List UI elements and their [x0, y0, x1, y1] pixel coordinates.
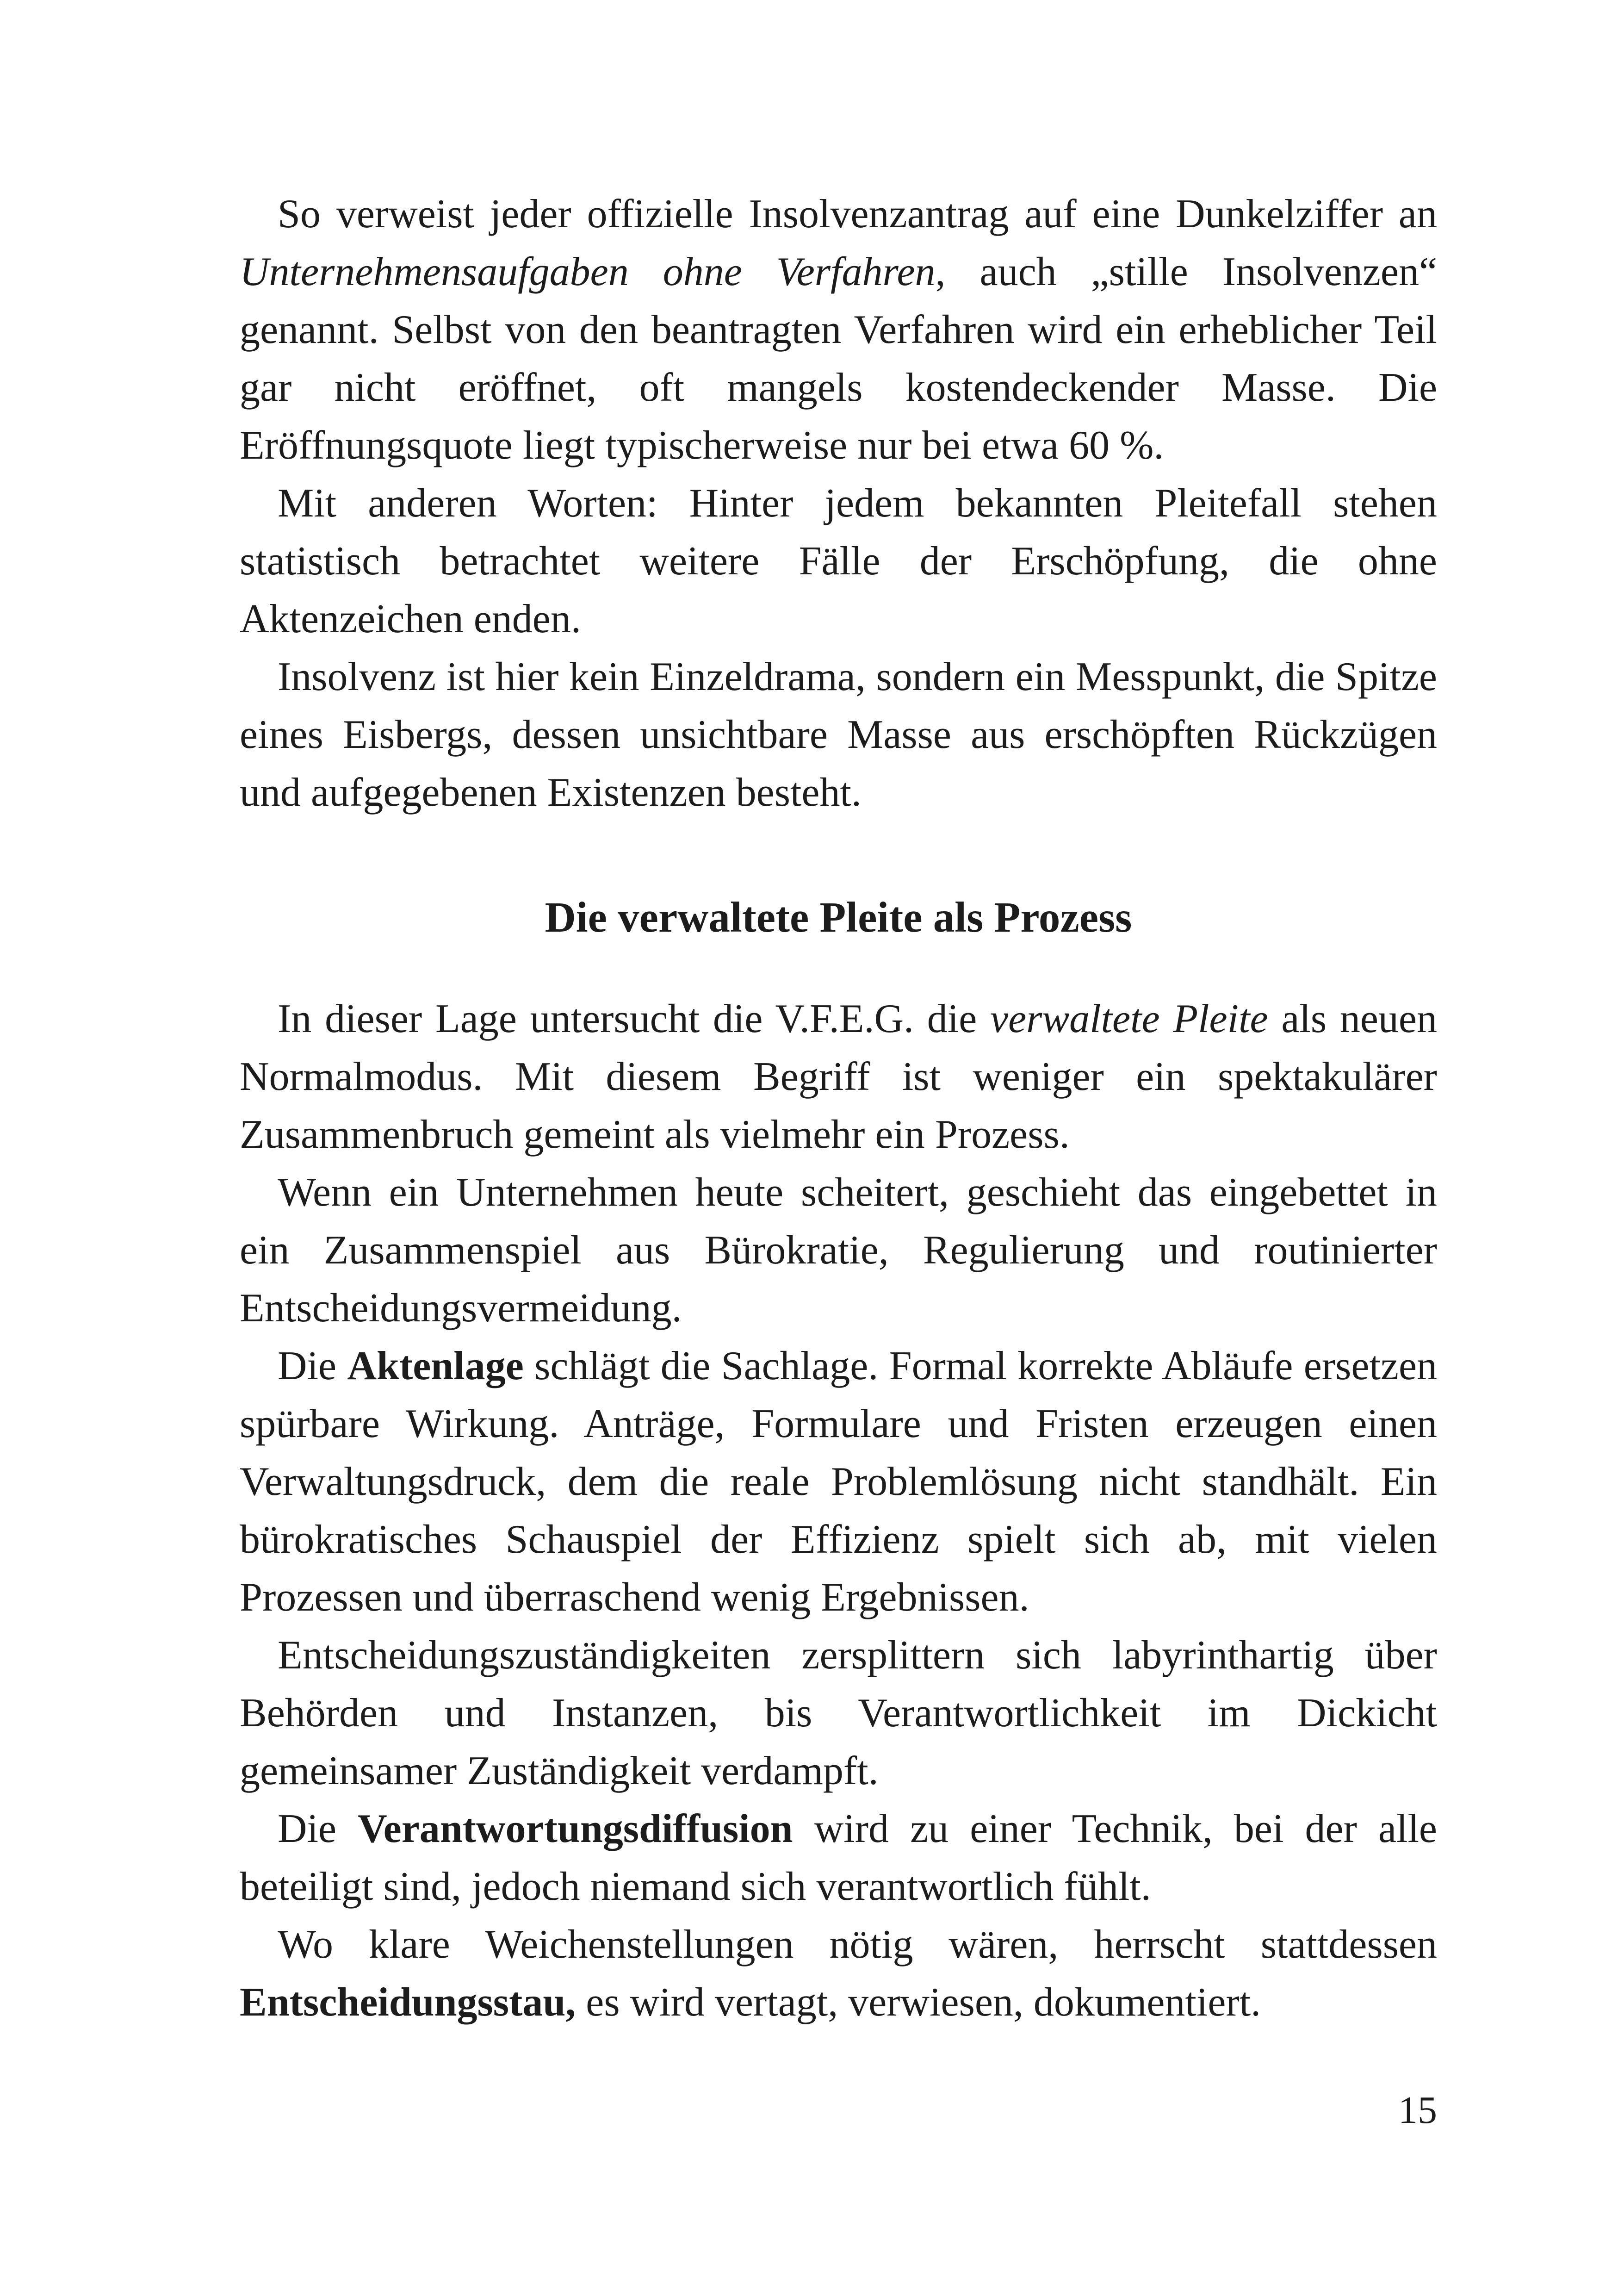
text-run: Wo klare Weichenstellungen nötig wären, herrscht stattdessen — [278, 1922, 1437, 1967]
text-section-1 — [240, 185, 1437, 821]
text-run: als neuen Normalmodus. Mit diesem Begriff ist weniger ein spektakulärer Zusammenbruch gemeint als vielmehr ein Prozess. — [240, 996, 1437, 1157]
text-run: , auch „stille Insolvenzen“ genannt. Selbst von den beantragten Verfahren wird ein erheblicher Teil gar nicht eröffnet, oft mangels kostendeckender Masse. Die Eröffnungsquote liegt typischerweise nur bei etwa 60 %. — [240, 249, 1438, 468]
paragraph — [240, 990, 1437, 1164]
paragraph — [240, 1800, 1437, 1916]
text-run: schlägt die Sachlage. Formal korrekte Abläufe ersetzen spürbare Wirkung. Anträge, Formulare und Fristen erzeugen einen Verwaltungsdruck, dem die reale Problemlösung nicht standhält. Ein bürokratisches Schauspiel der Effizienz spielt sich ab, mit vielen Prozessen und überraschend wenig Ergebnissen. — [240, 1344, 1438, 1620]
paragraph — [240, 185, 1437, 474]
page-number: 15 — [1398, 2089, 1437, 2132]
paragraph — [240, 1916, 1437, 2031]
bold-term: Entscheidungsstau, — [240, 1980, 576, 2025]
emphasis-text: Unternehmensaufgaben ohne Verfahren — [240, 249, 936, 294]
section-heading: Die verwaltete Pleite als Prozess — [545, 894, 1132, 941]
text-run: Die — [278, 1806, 358, 1851]
paragraph — [240, 1337, 1437, 1626]
text-run: Die — [278, 1344, 347, 1388]
bold-term: Verantwortungsdiffusion — [358, 1806, 793, 1851]
emphasis-text: verwaltete Pleite — [990, 996, 1268, 1041]
paragraph: Entscheidungszuständigkeiten zersplittern sich labyrinthartig über Behörden und Instanzen, bis Verantwortlichkeit im Dickicht gemeinsamer Zuständigkeit verdampft. — [240, 1633, 1437, 1793]
bold-term: Aktenlage — [347, 1344, 524, 1388]
paragraph: Insolvenz ist hier kein Einzeldrama, sondern ein Messpunkt, die Spitze eines Eisbergs, dessen unsichtbare Masse aus erschöpften Rückzügen und aufgegebenen Existenzen besteht. — [240, 654, 1437, 815]
text-run: wird zu einer Technik, bei der alle beteiligt sind, jedoch niemand sich verantwortlich fühlt. — [240, 1806, 1437, 1909]
text-run: In dieser Lage untersucht die V.F.E.G. die — [278, 996, 991, 1041]
paragraph: Wenn ein Unternehmen heute scheitert, geschieht das eingebettet in ein Zusammenspiel aus Bürokratie, Regulierung und routinierter Entscheidungsvermeidung. — [240, 1170, 1437, 1331]
text-section-2 — [240, 990, 1437, 2031]
text-run: es wird vertagt, verwiesen, dokumentiert. — [576, 1980, 1261, 2025]
paragraph: Mit anderen Worten: Hinter jedem bekannten Pleitefall stehen statistisch betrachtet weitere Fälle der Erschöpfung, die ohne Aktenzeichen enden. — [240, 481, 1437, 641]
text-run: So verweist jeder offizielle Insolvenzantrag auf eine Dunkelziffer an — [278, 192, 1437, 236]
